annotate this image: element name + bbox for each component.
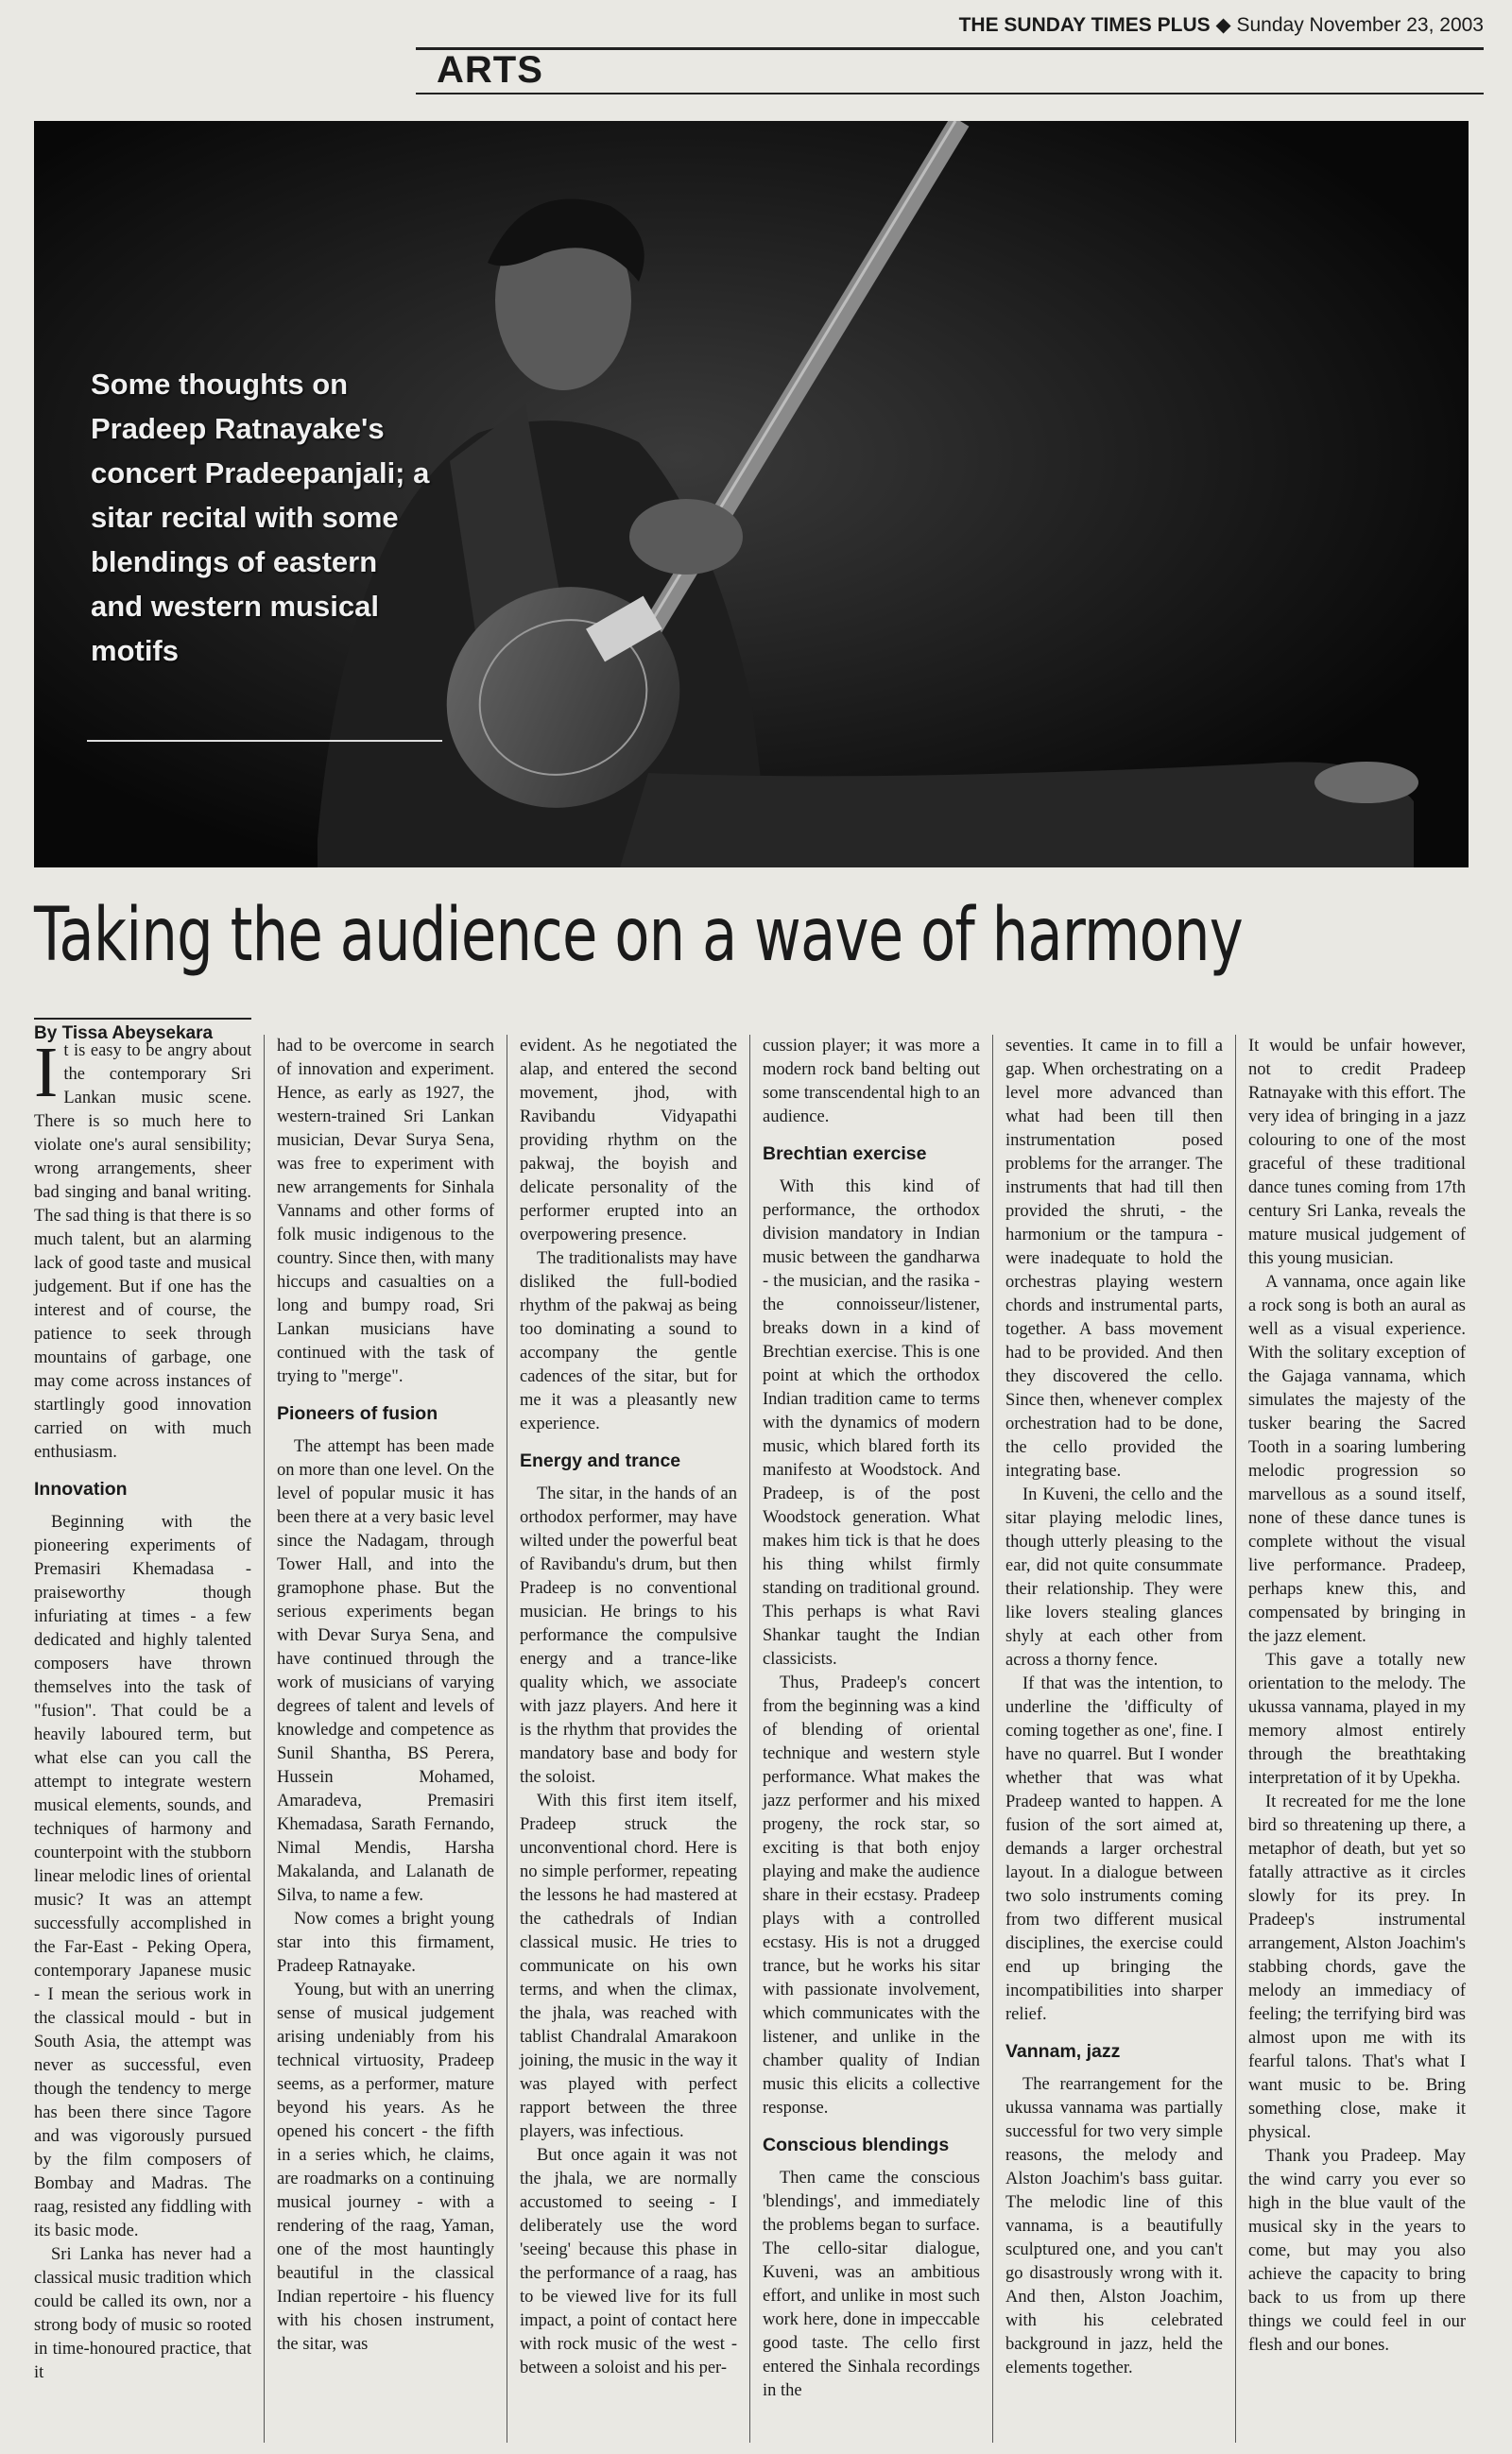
article-column-6 <box>1248 1035 1466 2358</box>
subheading: Brechtian exercise <box>763 1143 927 1164</box>
paragraph: This gave a totally new orientation to the melody. The ukussa vannama, played in my memory almost entirely through the breathtaking interpretation of it by Upekha. <box>1248 1651 1466 1788</box>
article-column-4 <box>763 1035 980 2403</box>
subheading: Innovation <box>34 1479 128 1500</box>
paragraph: evident. As he negotiated the alap, and entered the second movement, jhod, with Ravibandu Vidyapathi providing rhythm on the pakwaj, the boyish and delicate personality of the performer erupted into an overpowering presence. <box>520 1037 737 1244</box>
paragraph: The sitar, in the hands of an orthodox performer, may have wilted under the powerful beat of Ravibandu's drum, but then Pradeep is no conventional musician. He brings to his performance the compulsive energy and a trance-like quality which, we associate with jazz players. And here it is the rhythm that provides the mandatory base and body for the soloist. <box>520 1484 737 1787</box>
article-column-3 <box>520 1035 737 2380</box>
paragraph: had to be overcome in search of innovation and experiment. Hence, as early as 1927, the western-trained Sri Lankan musician, Devar Surya Sena, was free to experiment with new arrangements for Sinhala Vannams and other forms of folk music indigenous to the country. Since then, with many hiccups and casualties on a long and bumpy road, Sri Lankan musicians have continued with the task of trying to "merge". <box>277 1037 495 1386</box>
paragraph: It recreated for me the lone bird so threatening up there, a metaphor of death, but yet so fatally attractive as it circles slowly for its prey. In Pradeep's instrumental arrangement, Alston Joachim's stabbing chords, gave the melody an immediacy of feeling; the terrifying bird was almost upon me with its fearful talons. That's what I want music to be. Bring something close, make it physical. <box>1248 1793 1466 2142</box>
paragraph-text: t is easy to be angry about the contemporary Sri Lankan music scene. There is so much here to violate one's aural sensibility; wrong arrangements, sheer bad singing and banal writing. The sad thing is that there is so much talent, but an alarming lack of good taste and musical judgement. But if one has the interest and of course, the patience to seek through mountains of garbage, one may come across instances of startlingly good innovation carried on with much enthusiasm. <box>34 1041 251 1462</box>
paragraph: A vannama, once again like a rock song is both an aural as well as a visual experience. With the solitary exception of the Gajaga vannama, which simulates the majesty of the tusker bearing the Sacred Tooth in a soaring lumbering melodic progression so marvellous as a sound itself, none of these dance tunes is complete without the visual live performance. Pradeep, perhaps knew this, and compensated by bringing in the jazz element. <box>1248 1273 1466 1646</box>
paragraph: seventies. It came in to fill a gap. When orchestrating on a level more advanced than what had been till then instrumentation posed problems for the arranger. The instruments that had till then provided the shruti, - the harmonium or the tampura - were inadequate to hold the orchestras playing western chords and instrumental parts, together. A bass movement had to be provided. And then they discovered the cello. Since then, whenever complex orchestration had to be done, the cello provided the integrating base. <box>1005 1037 1223 1481</box>
paragraph: With this first item itself, Pradeep struck the unconventional chord. Here is no simple performer, repeating the lessons he had mastered at the cathedrals of Indian classical music. He tries to communicate on his own terms, and when the climax, the jhala, was reached with tablist Chandralal Amarakoon joining, the music in the way it was played with perfect rapport between the three players, was infectious. <box>520 1792 737 2141</box>
byline: By Tissa Abeysekara <box>34 1018 251 1044</box>
paragraph: Thank you Pradeep. May the wind carry you ever so high in the blue vault of the musical sky in the years to come, but may you also achieve the capacity to bring back to us from up there things we could feel in our flesh and our bones. <box>1248 2147 1466 2355</box>
diamond-separator-icon: ◆ <box>1215 14 1231 36</box>
paragraph: Beginning with the pioneering experiments of Premasiri Khemadasa - praiseworthy though infuriating at times - a few dedicated and highly talented composers have thrown themselves into the task of "fusion". That could be a heavily laboured term, but what else can you call the attempt to integrate western musical elements, sounds, and techniques of harmony and counterpoint with the stubborn linear melodic lines of oriental music? It was an attempt successfully accomplished in the Far-East - Peking Opera, contemporary Japanese music - I mean the serious work in the classical mould - but in South Asia, the attempt was never as successful, even though the tendency to merge has been there since Tagore and was vigorously pursued by the film composers of Bombay and Madras. The raag, resisted any fiddling with its basic mode. <box>34 1513 251 2240</box>
paragraph: The rearrangement for the ukussa vannama was partially successful for two very simple reasons, the melody and Alston Joachim's bass guitar. The melodic line of this vannama, is a beautifully sculptured one, and you can't go disastrously wrong with it. And then, Alston Joachim, with his celebrated background in jazz, held the elements together. <box>1005 2075 1223 2377</box>
paragraph: The attempt has been made on more than one level. On the level of popular music it has been there at a very basic level since the Nadagam, through Tower Hall, and into the gramophone phase. But the serious experiments began with Devar Surya Sena, and have continued through the work of musicians of varying degrees of talent and levels of knowledge and competence as Sunil Shantha, BS Perera, Hussein Mohamed, Amaradeva, Premasiri Khemadasa, Sarath Fernando, Nimal Mendis, Harsha Makalanda, and Lalanath de Silva, to name a few. <box>277 1437 494 1905</box>
sitar-performer-photo <box>34 121 1469 867</box>
paragraph: In Kuveni, the cello and the sitar playing melodic lines, though utterly pleasing to the ear, did not quite consummate their relationship. They were like lovers stealing glances shyly at each other from across a thorny fence. <box>1005 1485 1223 1670</box>
column-rule <box>264 1035 265 2443</box>
headline: Taking the audience on a wave of harmony <box>34 893 1243 978</box>
paragraph: But once again it was not the jhala, we are normally accustomed to seeing - I deliberately use the word 'seeing' because this phase in the performance of a raag, has to be viewed live for its full impact, a point of contact here with rock music of the west - between a soloist and his per- <box>520 2146 737 2377</box>
column-rule <box>749 1035 750 2443</box>
deck-rule <box>87 740 442 742</box>
headline-deck: Some thoughts on Pradeep Ratnayake's concert Pradeepanjali; a sitar recital with some blendings of eastern and western musical motifs <box>91 368 430 667</box>
article-column-5 <box>1005 1035 1223 2380</box>
paragraph: The traditionalists may have disliked the full-bodied rhythm of the pakwaj as being too dominating a sound to accompany the gentle cadences of the sitar, but for me it was a pleasantly new experience. <box>520 1249 737 1433</box>
paragraph: With this kind of performance, the orthodox division mandatory in Indian music between the gandharwa - the musician, and the rasika - the connoisseur/listener, breaks down in a kind of Brechtian exercise. This is one point at which the orthodox Indian tradition came to terms with the dynamics of modern music, which blared forth its manifesto at Woodstock. And Pradeep, is of the post Woodstock generation. What makes him tick is that he does his thing whilst firmly standing on traditional ground. This perhaps is what Ravi Shankar taught the Indian classicists. <box>763 1177 980 1669</box>
subheading: Pioneers of fusion <box>277 1403 438 1424</box>
paragraph: Sri Lanka has never had a classical music tradition which could be called its own, nor a strong body of music so rooted in time-honoured practice, that it <box>34 2245 251 2382</box>
section-label: ARTS <box>437 49 543 91</box>
subheading: Vannam, jazz <box>1005 2041 1121 2062</box>
column-rule <box>1235 1035 1236 2443</box>
subheading: Conscious blendings <box>763 2135 950 2155</box>
article-column-2 <box>277 1035 494 2357</box>
paragraph: Then came the conscious 'blendings', and immediately the problems began to surface. The cello-sitar dialogue, Kuveni, was an ambitious effort, and unlike in most such work here, done in impeccable good taste. The cello first entered the Sinhala recordings in the <box>763 2169 980 2400</box>
masthead-rule <box>416 47 1484 50</box>
issue-date: Sunday November 23, 2003 <box>1236 14 1484 36</box>
paragraph: Young, but with an unerring sense of musical judgement arising undeniably from his technical virtuosity, Pradeep seems, as a performer, mature beyond his years. As he opened his concert - the fifth in a series which, he claims, are roadmarks on a continuing musical journey - with a rendering of the raag, Yaman, one of the most hauntingly beautiful in the classical Indian repertoire - his fluency with his chosen instrument, the sitar, was <box>277 1981 494 2354</box>
drop-cap: I <box>34 1033 59 1112</box>
paragraph: Now comes a bright young star into this firmament, Pradeep Ratnayake. <box>277 1910 494 1976</box>
section-rule <box>416 93 1484 94</box>
subheading: Energy and trance <box>520 1450 681 1471</box>
paragraph: Thus, Pradeep's concert from the beginning was a kind of blending of oriental technique and western style performance. What makes the jazz performer and his mixed progeny, the rock star, so exciting is that both enjoy playing and make the audience share in their ecstasy. Pradeep plays with a controlled ecstasy. His is not a drugged trance, but he works his sitar with passionate involvement, which communicates with the listener, and unlike in the chamber quality of Indian music this elicits a collective response. <box>763 1673 980 2118</box>
publication-name: THE SUNDAY TIMES PLUS <box>958 14 1211 36</box>
column-rule <box>992 1035 993 2443</box>
paragraph: If that was the intention, to underline the 'difficulty of coming together as one', fine. I have no quarrel. But I wonder whether that was what Pradeep wanted to happen. A fusion of the sort aimed at, demands a larger orchestral layout. In a dialogue between two solo instruments coming from two different musical disciplines, the exercise could end up bringing the incompatibilities into sharper relief. <box>1005 1674 1223 2024</box>
paragraph: cussion player; it was more a modern rock band belting out some transcendental high to an audience. <box>763 1037 980 1126</box>
masthead <box>0 13 1484 47</box>
paragraph: It would be unfair however, not to credit Pradeep Ratnayake with this effort. The very idea of bringing in a jazz colouring to one of the most graceful of these traditional dance tunes coming from 17th century Sri Lanka, reveals the mature musical judgement of this young musician. <box>1248 1037 1466 1268</box>
